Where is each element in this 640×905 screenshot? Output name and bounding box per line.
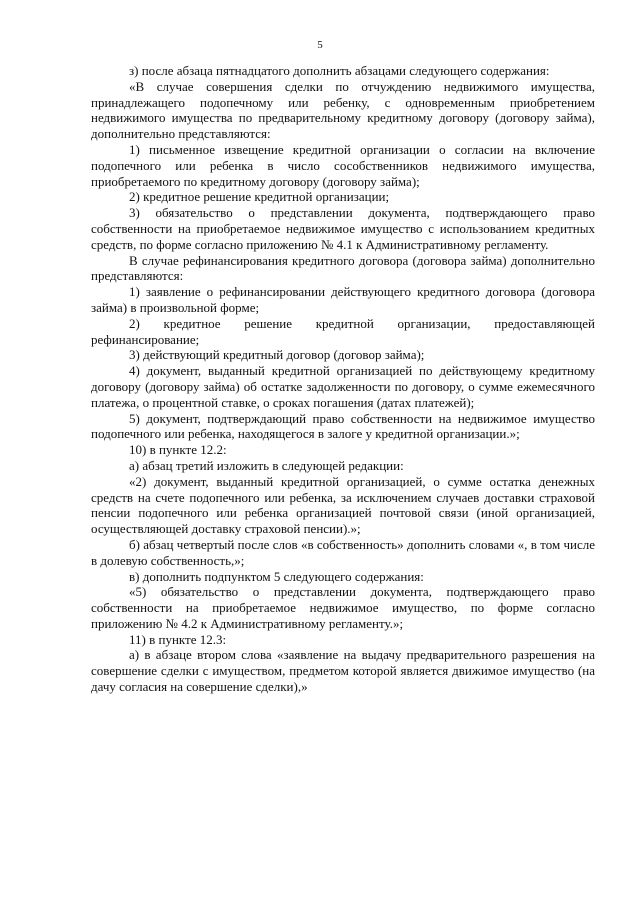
paragraph: 1) заявление о рефинансировании действующего кредитного договора (договора займа) в произвольной форме; xyxy=(91,284,595,315)
paragraph: 2) кредитное решение кредитной организации, предоставляющей рефинансирование; xyxy=(91,315,595,347)
paragraph: 3) действующий кредитный договор (договор займа); xyxy=(129,347,425,363)
paragraph: з) после абзаца пятнадцатого дополнить абзацами следующего содержания: xyxy=(129,63,550,78)
paragraph: 5) документ, подтверждающий право собственности на недвижимое имущество подопечного или ребенка, находящегося в залоге у кредитной организации.»; xyxy=(91,410,595,442)
paragraph: а) абзац третий изложить в следующей редакции: xyxy=(129,457,404,473)
paragraph: 10) в пункте 12.2: xyxy=(129,442,227,458)
paragraph: а) в абзаце втором слова «заявление на выдачу предварительного разрешения на совершение сделки с имуществом, предметом которой является движимое имущество (на дачу согласия на совершение сделки),» xyxy=(91,647,595,695)
paragraph: «2) документ, выданный кредитной организацией, о сумме остатка денежных средств на счете подопечного или ребенка, за исключением случаев доставки страховой пенсии подопечного или ребенка организацией почтовой связи (иной организацией, осуществляющей доставку страховой пенсии).»; xyxy=(91,473,595,537)
paragraph: 1) письменное извещение кредитной организации о согласии на включение подопечного или ребенка в число сособственников недвижимого имущества, приобретаемого по кредитному договору (договору займа); xyxy=(91,141,595,189)
paragraph: В случае рефинансирования кредитного договора (договора займа) дополнительно представляются: xyxy=(91,252,595,284)
document-body xyxy=(91,63,595,695)
paragraph: 2) кредитное решение кредитной организации; xyxy=(129,189,390,205)
paragraph: 4) документ, выданный кредитной организацией по действующему кредитному договору (договору займа) об остатке задолженности по договору, о сумме ежемесячного платежа, о процентной ставке, о сроках погашения (датах платежей); xyxy=(91,363,595,410)
paragraph: «5) обязательство о представлении документа, подтверждающего право собственности на приобретаемое недвижимое имущество, по форме согласно приложению № 4.2 к Административному регламенту.»; xyxy=(91,584,595,631)
paragraph: 3) обязательство о представлении документа, подтверждающего право собственности на приобретаемое недвижимое имущество с использованием кредитных средств, по форме согласно приложению № 4.1 к Административному регламенту. xyxy=(91,205,595,252)
page-number: 5 xyxy=(317,39,323,51)
paragraph: в) дополнить подпунктом 5 следующего содержания: xyxy=(129,568,424,584)
paragraph: «В случае совершения сделки по отчуждению недвижимого имущества, принадлежащего подопечному или ребенку, с одновременным приобретением недвижимого имущества по предварительному кредитному договору (договору займа), дополнительно представляются: xyxy=(91,78,595,142)
paragraph: 11) в пункте 12.3: xyxy=(129,631,227,647)
paragraph: б) абзац четвертый после слов «в собственность» дополнить словами «, в том числе в долевую собственность,»; xyxy=(91,536,595,568)
